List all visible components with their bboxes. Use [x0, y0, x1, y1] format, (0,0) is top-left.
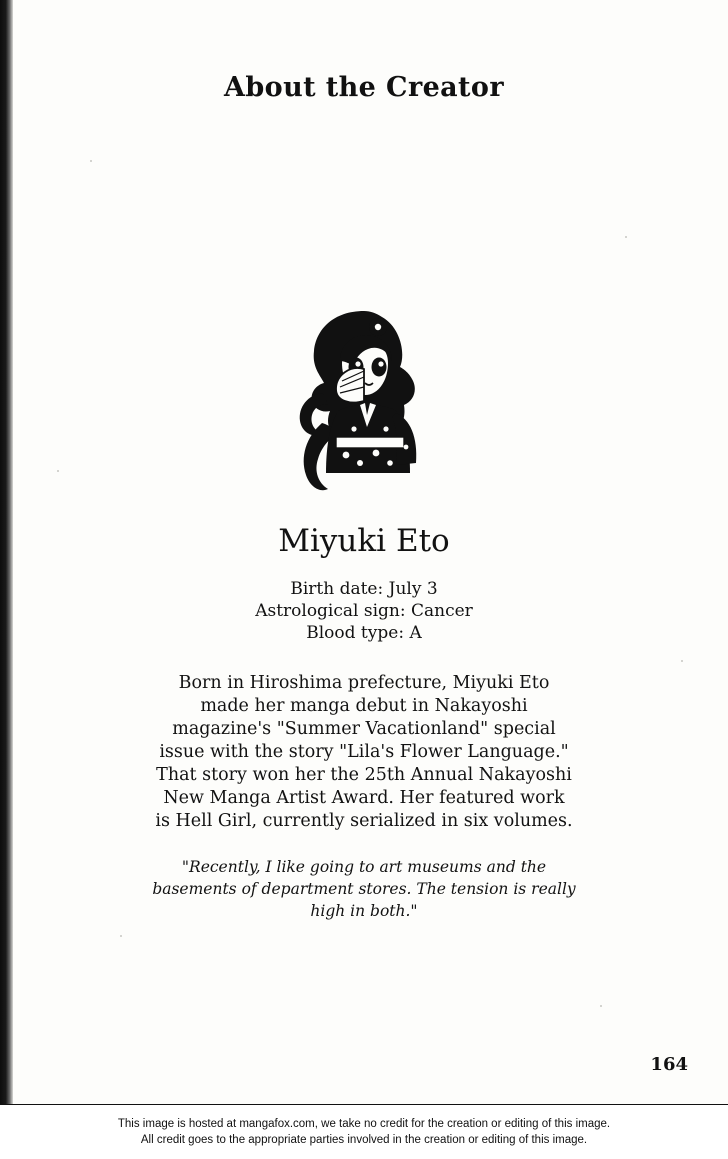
page-title: About the Creator — [224, 72, 504, 103]
page-number: 164 — [650, 1054, 688, 1075]
footer-line-1: This image is hosted at mangafox.com, we take no credit for the creation or editing of this image. — [117, 1118, 611, 1130]
chibi-girl-in-kimono-with-fan-icon — [264, 305, 464, 505]
creator-name: Miyuki Eto — [278, 523, 450, 559]
scan-speck — [90, 160, 92, 162]
creator-facts — [0, 578, 728, 644]
scan-speck — [120, 935, 122, 937]
creator-quote: "Recently, I like going to art museums and the basements of department stores. The tension is really high in both." — [152, 858, 576, 920]
footer-line-2: All credit goes to the appropriate parties involved in the creation or editing of this image. — [140, 1134, 588, 1146]
creator-portrait-illustration — [0, 300, 728, 505]
creator-fact-birth-date: Birth date: July 3 — [290, 579, 438, 599]
creator-biography: Born in Hiroshima prefecture, Miyuki Eto made her manga debut in Nakayoshi magazine's "Summer Vacationland" special issue with the story "Lila's Flower Language." That story won her the 25th Annual Nakayoshi New Manga Artist Award. Her featured work is Hell Girl, currently serialized in six volumes. — [155, 673, 573, 831]
scan-speck — [600, 1005, 602, 1007]
creator-fact-astrological-sign: Astrological sign: Cancer — [255, 601, 473, 621]
scan-speck — [625, 236, 627, 238]
creator-fact-blood-type: Blood type: A — [306, 623, 422, 643]
scan-speck — [681, 660, 683, 662]
hosting-disclaimer-footer — [0, 1104, 728, 1159]
